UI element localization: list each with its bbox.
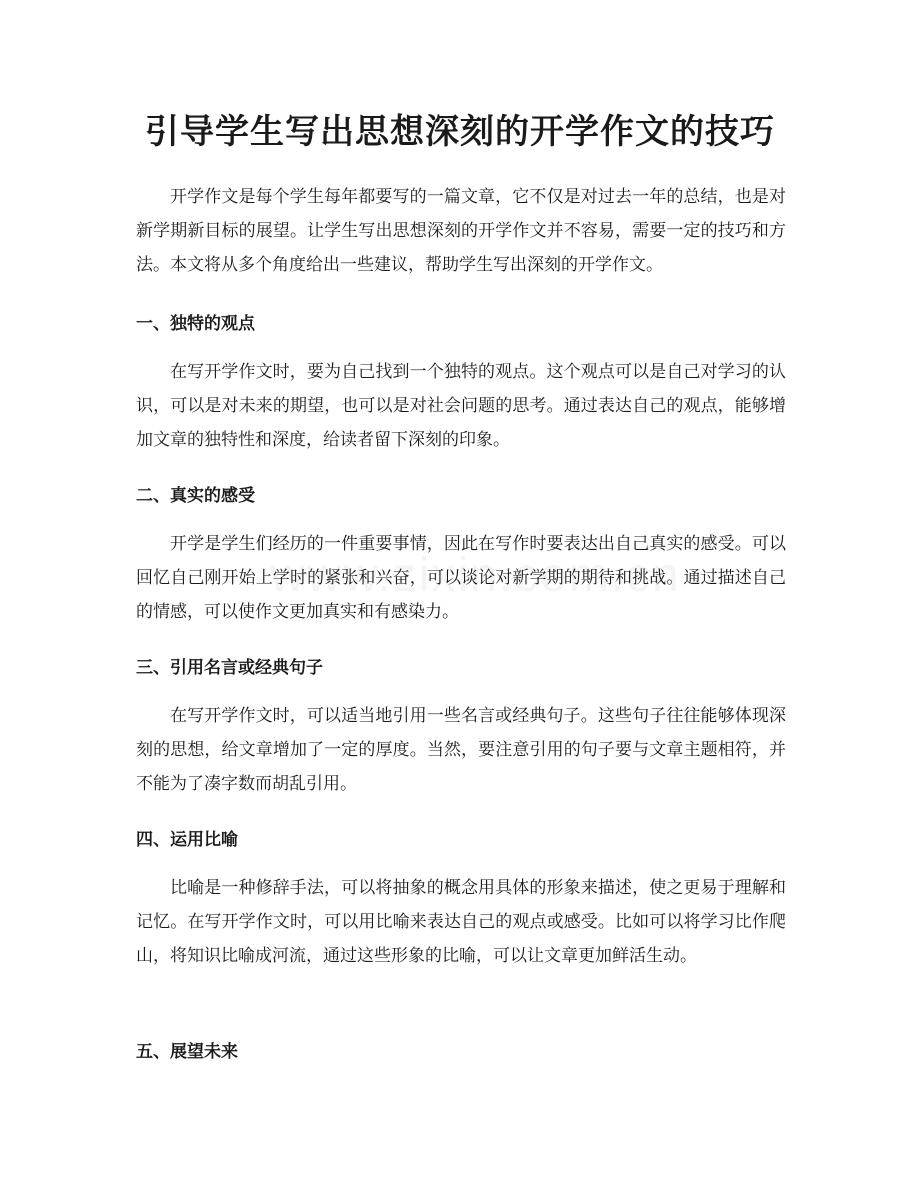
section-body-3: 在写开学作文时，可以适当地引用一些名言或经典句子。这些句子往往能够体现深刻的思想，给文章增加了一定的厚度。当然，要注意引用的句子要与文章主题相符，并不能为了凑字数而胡乱引用。 <box>136 706 786 794</box>
section-body-1: 在写开学作文时，要为自己找到一个独特的观点。这个观点可以是自己对学习的认识，可以是对未来的期望，也可以是对社会问题的思考。通过表达自己的观点，能够增加文章的独特性和深度，给读者留下深刻的印象。 <box>136 362 786 450</box>
section-body-4: 比喻是一种修辞手法，可以将抽象的概念用具体的形象来描述，使之更易于理解和记忆。在写开学作文时，可以用比喻来表达自己的观点或感受。比如可以将学习比作爬山，将知识比喻成河流，通过这些形象的比喻，可以让文章更加鲜活生动。 <box>136 878 786 966</box>
intro-paragraph: 开学作文是每个学生每年都要写的一篇文章，它不仅是对过去一年的总结，也是对新学期新目标的展望。让学生写出思想深刻的开学作文并不容易，需要一定的技巧和方法。本文将从多个角度给出一些建议，帮助学生写出深刻的开学作文。 <box>136 187 786 275</box>
section-heading-3: 三、引用名言或经典句子 <box>136 658 323 678</box>
section-heading-2: 二、真实的感受 <box>136 486 255 506</box>
section-heading-5: 五、展望未来 <box>136 1042 238 1062</box>
section-heading-1: 一、独特的观点 <box>136 314 255 334</box>
section-heading-4: 四、运用比喻 <box>136 830 238 850</box>
section-body-2: 开学是学生们经历的一件重要事情，因此在写作时要表达出自己真实的感受。可以回忆自己刚开始上学时的紧张和兴奋，可以谈论对新学期的期待和挑战。通过描述自己的情感，可以使作文更加真实和有感染力。 <box>136 534 786 622</box>
page-title: 引导学生写出思想深刻的开学作文的技巧 <box>145 112 775 152</box>
